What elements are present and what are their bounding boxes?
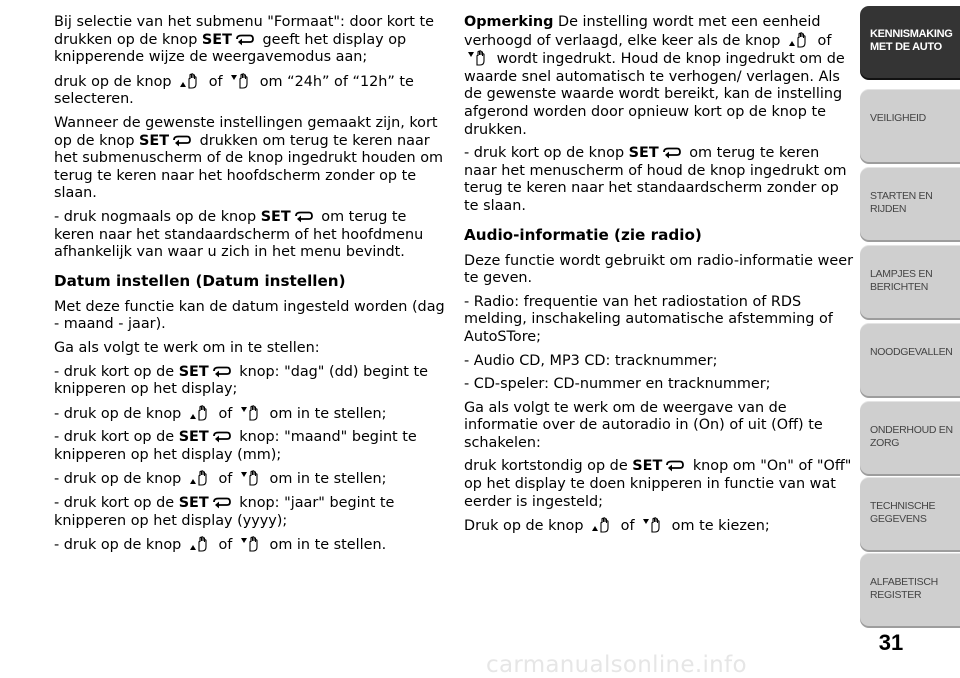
down-hand-button-icon <box>240 536 262 552</box>
set-keyword: SET <box>260 208 291 225</box>
tab-alfabetisch-register[interactable] <box>860 554 960 626</box>
page-number: 31 <box>878 630 904 655</box>
paragraph: Bij selectie van het submenu "Formaat": door kort te drukken op de knop SET geeft het display op knipperende wijze de weergavemodus aan; <box>54 14 434 66</box>
set-return-arrow-icon <box>662 147 682 160</box>
paragraph: - druk op de knop of om in te stellen. <box>54 537 387 554</box>
paragraph: Ga als volgt te werk om de weergave van de informatie over de autoradio in (On) of uit (Off) te schakelen: <box>464 399 823 451</box>
down-hand-button-icon <box>467 50 489 66</box>
paragraph: Druk op de knop of om te kiezen; <box>464 518 770 535</box>
right-column <box>464 14 854 542</box>
paragraph: - druk kort op de SET knop: "maand" begint te knipperen op het display (mm); <box>54 429 417 463</box>
tab-noodgevallen[interactable] <box>860 324 960 396</box>
chapter-tabs <box>858 0 960 678</box>
up-hand-button-icon <box>591 517 613 533</box>
paragraph: Ga als volgt te werk om in te stellen: <box>54 339 320 356</box>
paragraph: - CD-speler: CD-nummer en tracknummer; <box>464 376 771 393</box>
up-hand-button-icon <box>788 32 810 48</box>
paragraph: Met deze functie kan de datum ingesteld worden (dag - maand - jaar). <box>54 298 445 333</box>
set-keyword: SET <box>628 145 659 162</box>
tab-label: NOODGEVALLEN <box>870 346 953 358</box>
up-hand-button-icon <box>179 73 201 89</box>
note-label: Opmerking <box>464 14 554 30</box>
watermark: carmanualsonline.info <box>486 652 747 678</box>
set-return-arrow-icon <box>665 460 685 473</box>
tab-label: STARTEN EN RIJDEN <box>870 190 933 215</box>
paragraph: - druk nogmaals op de knop SET om terug te keren naar het standaardscherm of het hoofdmenu afhankelijk van waar u zich in het menu bevindt. <box>54 208 424 261</box>
tab-lampjes-en-berichten[interactable] <box>860 246 960 318</box>
paragraph: - Audio CD, MP3 CD: tracknummer; <box>464 352 718 369</box>
tab-technische-gegevens[interactable] <box>860 478 960 550</box>
set-return-arrow-icon <box>212 497 232 510</box>
set-return-arrow-icon <box>212 431 232 444</box>
set-keyword: SET <box>178 429 209 446</box>
tab-onderhoud-en-zorg[interactable] <box>860 402 960 474</box>
paragraph: - Radio: frequentie van het radiostation of RDS melding, inschakeling automatische afstemming of AutoSTore; <box>464 293 833 345</box>
tab-label: TECHNISCHE GEGEVENS <box>870 500 936 525</box>
tab-label: ALFABETISCH REGISTER <box>870 576 938 601</box>
paragraph: - druk kort op de knop SET om terug te keren naar het menuscherm of houd de knop ingedrukt om terug te keren naar het standaardscherm zonder op te slaan. <box>464 145 847 214</box>
tab-veiligheid[interactable] <box>860 90 960 162</box>
up-hand-button-icon <box>189 405 211 421</box>
set-keyword: SET <box>178 495 209 512</box>
set-return-arrow-icon <box>294 211 314 224</box>
up-hand-button-icon <box>189 536 211 552</box>
paragraph: - druk kort op de SET knop: "dag" (dd) begint te knipperen op het display; <box>54 363 429 398</box>
tab-label: VEILIGHEID <box>870 112 926 124</box>
up-hand-button-icon <box>189 470 211 486</box>
set-keyword: SET <box>139 132 170 149</box>
down-hand-button-icon <box>240 405 262 421</box>
paragraph: druk kortstondig op de SET knop om "On" of "Off" op het display te doen knipperen in functie van wat eerder is ingesteld; <box>464 458 852 510</box>
left-column <box>54 14 446 561</box>
set-keyword: SET <box>632 458 663 475</box>
paragraph: Deze functie wordt gebruikt om radio-informatie weer te geven. <box>464 252 853 287</box>
tab-label: KENNISMAKING MET DE AUTO <box>870 28 953 53</box>
set-return-arrow-icon <box>235 34 255 47</box>
section-heading: Datum instellen (Datum instellen) <box>54 271 346 290</box>
paragraph: - druk kort op de SET knop: "jaar" begint te knipperen op het display (yyyy); <box>54 495 395 529</box>
tab-kennismaking-met-de-auto[interactable] <box>860 6 960 78</box>
paragraph: - druk op de knop of om in te stellen; <box>54 471 387 488</box>
set-return-arrow-icon <box>212 366 232 379</box>
down-hand-button-icon <box>230 73 252 89</box>
paragraph: - druk op de knop of om in te stellen; <box>54 405 387 422</box>
paragraph: druk op de knop of om “24h” of “12h” te selecteren. <box>54 73 414 108</box>
tab-label: ONDERHOUD EN ZORG <box>870 424 953 449</box>
section-heading: Audio-informatie (zie radio) <box>464 225 702 244</box>
down-hand-button-icon <box>240 470 262 486</box>
tab-label: LAMPJES EN BERICHTEN <box>870 268 933 293</box>
paragraph: Wanneer de gewenste instellingen gemaakt zijn, kort op de knop SET drukken om terug te keren naar het submenuscherm of de knop ingedrukt houden om terug te keren naar het hoofdscherm zonder op te slaan. <box>54 114 444 202</box>
set-keyword: SET <box>178 363 209 380</box>
note-paragraph: Opmerking De instelling wordt met een eenheid verhoogd of verlaagd, elke keer als de knop of wordt ingedrukt. Houd de knop ingedrukt om de waarde snel automatisch te verhogen/ verlagen. Als de gewenste waarde wordt bereikt, kan de instelling afgerond worden door opnieuw kort op de knop te drukken. <box>464 14 845 138</box>
set-return-arrow-icon <box>172 135 192 148</box>
tab-starten-en-rijden[interactable] <box>860 168 960 240</box>
set-keyword: SET <box>201 31 232 48</box>
down-hand-button-icon <box>642 517 664 533</box>
